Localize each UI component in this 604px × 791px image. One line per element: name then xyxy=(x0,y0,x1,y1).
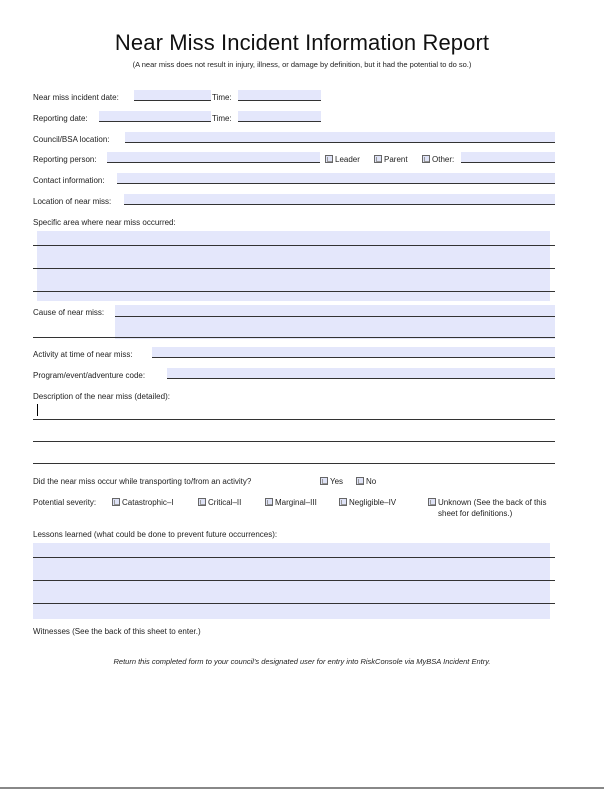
text-cursor xyxy=(37,404,38,416)
activity-field[interactable] xyxy=(152,347,555,358)
lessons-line-3 xyxy=(33,603,555,604)
lessons-line-1 xyxy=(33,557,555,558)
reporting-date-field[interactable] xyxy=(99,111,211,122)
council-label: Council/BSA location: xyxy=(33,135,110,144)
unknown-checkbox[interactable] xyxy=(428,498,436,506)
contact-field[interactable] xyxy=(117,173,555,184)
transporting-label: Did the near miss occur while transporting to/from an activity? xyxy=(33,477,252,486)
lessons-label: Lessons learned (what could be done to prevent future occurrences): xyxy=(33,530,278,539)
severity-label: Potential severity: xyxy=(33,498,97,507)
leader-label: Leader xyxy=(335,155,360,164)
cause-field[interactable] xyxy=(115,305,555,339)
cause-line-1 xyxy=(115,316,555,317)
reporting-person-label: Reporting person: xyxy=(33,155,97,164)
unknown-label-1: Unknown (See the back of this xyxy=(438,498,547,507)
page-bottom-edge xyxy=(0,787,604,789)
no-checkbox[interactable] xyxy=(356,477,364,485)
description-label: Description of the near miss (detailed): xyxy=(33,392,170,401)
reporting-person-field[interactable] xyxy=(107,152,320,163)
time-label-2: Time: xyxy=(212,114,232,123)
description-line-3[interactable] xyxy=(33,463,555,464)
footer-note: Return this completed form to your council's designated user for entry into RiskConsole via MyBSA Incident Entry. xyxy=(113,657,491,666)
other-label: Other: xyxy=(432,155,455,164)
cause-label: Cause of near miss: xyxy=(33,308,105,317)
time-label-1: Time: xyxy=(212,93,232,102)
description-line-2[interactable] xyxy=(33,441,555,442)
negligible-label: Negligible–IV xyxy=(349,498,397,507)
cause-line-2 xyxy=(33,337,555,338)
catastrophic-checkbox[interactable] xyxy=(112,498,120,506)
catastrophic-label: Catastrophic–I xyxy=(122,498,174,507)
critical-checkbox[interactable] xyxy=(198,498,206,506)
parent-checkbox[interactable] xyxy=(374,155,382,163)
incident-date-label: Near miss incident date: xyxy=(33,93,119,102)
specific-area-label: Specific area where near miss occurred: xyxy=(33,218,176,227)
specific-area-line-2 xyxy=(33,268,555,269)
witnesses-label: Witnesses (See the back of this sheet to enter.) xyxy=(33,627,201,636)
marginal-checkbox[interactable] xyxy=(265,498,273,506)
lessons-line-2 xyxy=(33,580,555,581)
contact-label: Contact information: xyxy=(33,176,105,185)
specific-area-line-3 xyxy=(33,291,555,292)
yes-label: Yes xyxy=(330,477,344,486)
activity-label: Activity at time of near miss: xyxy=(33,350,133,359)
parent-label: Parent xyxy=(384,155,408,164)
description-line-1[interactable] xyxy=(33,419,555,420)
negligible-checkbox[interactable] xyxy=(339,498,347,506)
incident-date-field[interactable] xyxy=(134,90,211,101)
other-checkbox[interactable] xyxy=(422,155,430,163)
yes-checkbox[interactable] xyxy=(320,477,328,485)
specific-area-line-1 xyxy=(33,245,555,246)
form-subtitle: (A near miss does not result in injury, illness, or damage by definition, but it had the potential to do so.) xyxy=(132,60,472,69)
location-field[interactable] xyxy=(124,194,555,205)
other-field[interactable] xyxy=(461,152,555,163)
program-field[interactable] xyxy=(167,368,555,379)
form-title: Near Miss Incident Information Report xyxy=(114,30,490,55)
program-label: Program/event/adventure code: xyxy=(33,371,146,380)
leader-checkbox[interactable] xyxy=(325,155,333,163)
reporting-time-field[interactable] xyxy=(238,111,321,122)
unknown-label-2: sheet for definitions.) xyxy=(438,509,513,518)
incident-time-field[interactable] xyxy=(238,90,321,101)
marginal-label: Marginal–III xyxy=(275,498,317,507)
location-label: Location of near miss: xyxy=(33,197,112,206)
reporting-date-label: Reporting date: xyxy=(33,114,88,123)
critical-label: Critical–II xyxy=(208,498,242,507)
council-field[interactable] xyxy=(125,132,555,143)
lessons-field[interactable] xyxy=(33,543,550,619)
no-label: No xyxy=(366,477,377,486)
